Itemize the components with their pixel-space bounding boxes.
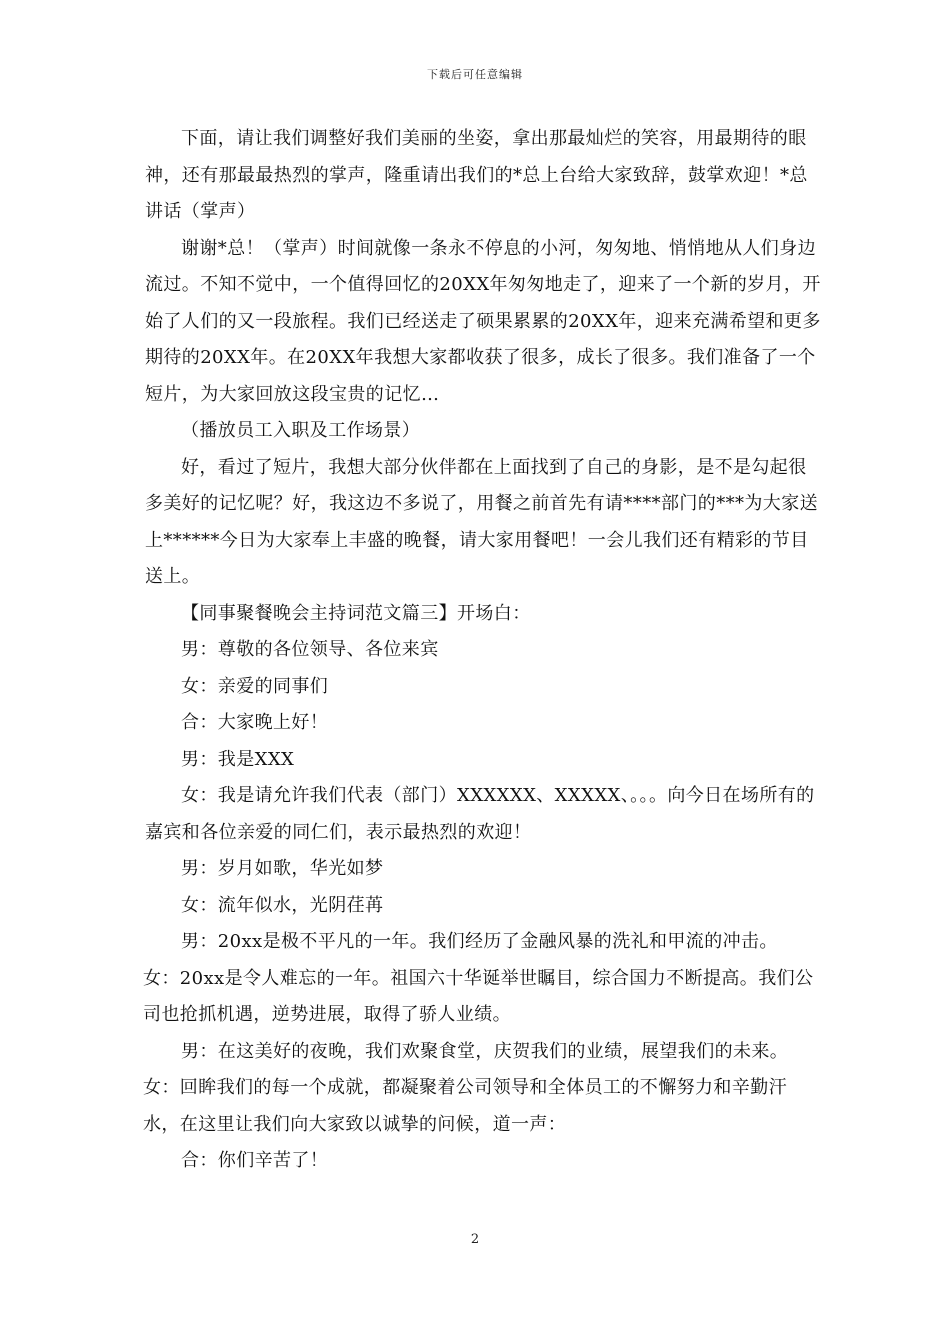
dialogue-line: 女：亲爱的同事们 bbox=[181, 675, 329, 697]
dialogue-line: 男：岁月如歌，华光如梦 bbox=[181, 858, 384, 879]
paragraph: （播放员工入职及工作场景） bbox=[181, 420, 421, 441]
dialogue-line: 女：我是请允许我们代表（部门）XXXXXX、XXXXX、。。。向今日在场所有的嘉宾和各位亲爱的同仁们，表示最热烈的欢迎！ bbox=[145, 785, 815, 843]
dialogue-line: 合：你们辛苦了！ bbox=[181, 1150, 329, 1171]
dialogue-line: 男：20xx是极不平凡的一年。我们经历了金融风暴的洗礼和甲流的冲击。 bbox=[181, 931, 778, 952]
section-heading: 【同事聚餐晚会主持词范文篇三】开场白： bbox=[181, 602, 531, 624]
paragraph: 谢谢*总！（掌声）时间就像一条永不停息的小河，匆匆地、悄悄地从人们身边流过。不知不觉中，一个值得回忆的20XX年匆匆地走了，迎来了一个新的岁月，开始了人们的又一段旅程。我们已经送走了硕果累累的20XX年，迎来充满希望和更多期待的20XX年。在20XX年我想大家都收获了很多，成长了很多。我们准备了一个短片，为大家回放这段宝贵的记忆… bbox=[145, 237, 821, 405]
dialogue-line: 女：回眸我们的每一个成就，都凝聚着公司领导和全体员工的不懈努力和辛勤汗水，在这里让我们向大家致以诚挚的问候，道一声： bbox=[143, 1077, 787, 1135]
dialogue-line: 合：大家晚上好！ bbox=[181, 712, 329, 733]
dialogue-line: 男：在这美好的夜晚，我们欢聚食堂，庆贺我们的业绩，展望我们的未来。 bbox=[181, 1040, 789, 1062]
paragraph: 下面，请让我们调整好我们美丽的坐姿，拿出那最灿烂的笑容，用最期待的眼神，还有那最最热烈的掌声，隆重请出我们的*总上台给大家致辞，鼓掌欢迎！*总讲话（掌声） bbox=[145, 128, 808, 222]
dialogue-line: 男：尊敬的各位领导、各位来宾 bbox=[181, 639, 439, 660]
dialogue-line: 男：我是XXX bbox=[181, 748, 295, 770]
document-body bbox=[145, 121, 821, 1180]
paragraph: 好，看过了短片，我想大部分伙伴都在上面找到了自己的身影，是不是勾起很多美好的记忆呢？好，我这边不多说了，用餐之前首先有请****部门的***为大家送上******今日为大家奉上丰盛的晚餐，请大家用餐吧！一会儿我们还有精彩的节目送上。 bbox=[145, 456, 818, 587]
dialogue-line: 女：流年似水，光阴荏苒 bbox=[181, 894, 384, 916]
dialogue-line: 女：20xx是令人难忘的一年。祖国六十华诞举世瞩目，综合国力不断提高。我们公司也抢抓机遇，逆势进展，取得了骄人业绩。 bbox=[143, 967, 814, 1025]
page-number: 2 bbox=[470, 1232, 480, 1247]
page-header: 下载后可任意编辑 bbox=[427, 68, 523, 81]
